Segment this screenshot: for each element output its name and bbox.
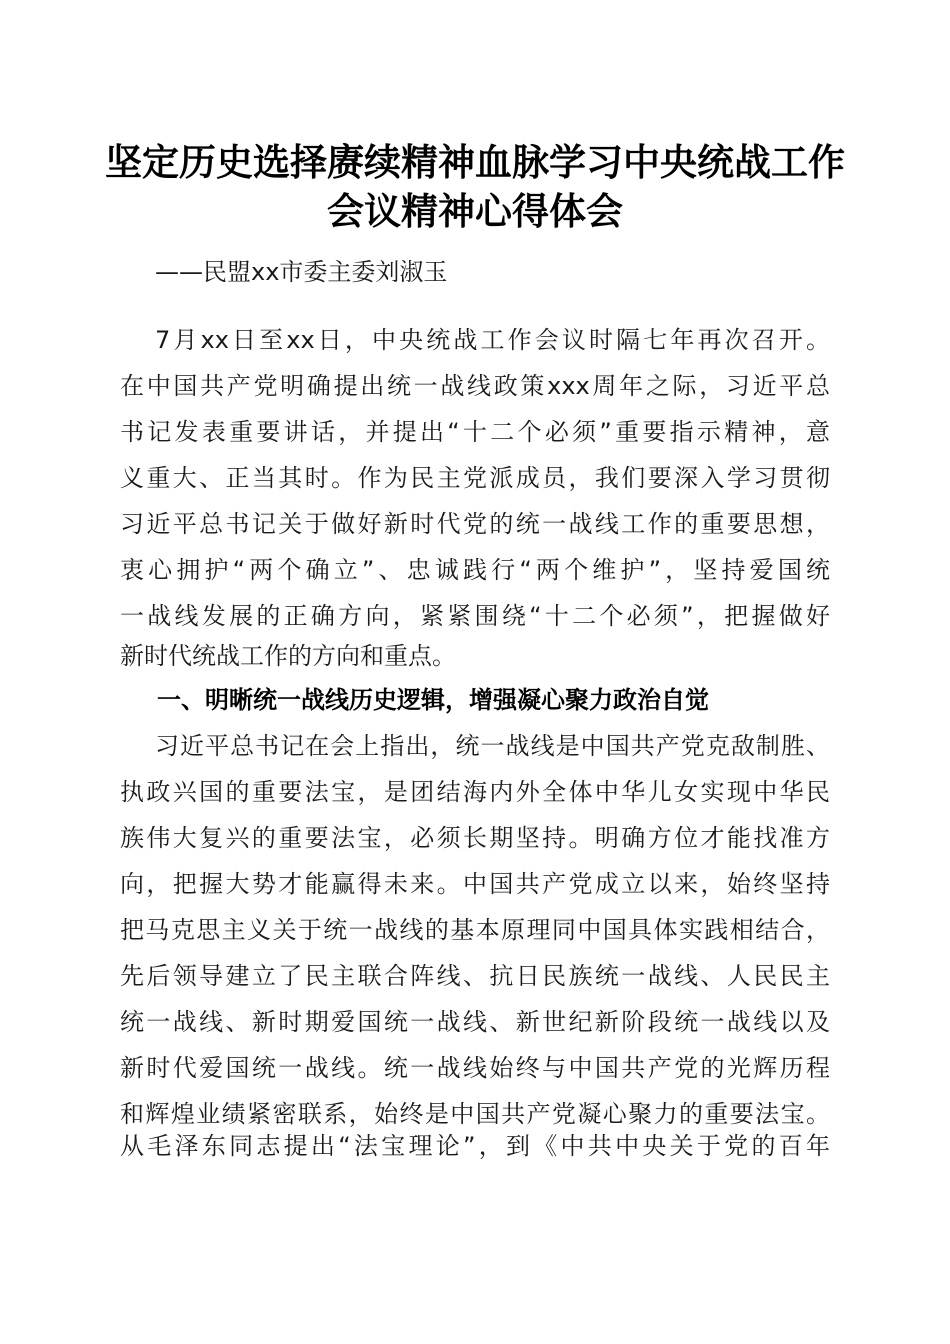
paragraph-1-line-2: 在中国共产党明确提出统一战线政策xxx周年之际，习近平总: [120, 372, 830, 400]
paragraph-2-line-8: 新时代爱国统一战线。统一战线始终与中国共产党的光辉历程: [120, 1054, 830, 1082]
document-title-line-1: 坚定历史选择赓续精神血脉学习中央统战工作: [105, 140, 845, 184]
section-1-heading: 一、明晰统一战线历史逻辑，增强凝心聚力政治自觉: [157, 686, 709, 714]
paragraph-2-line-4: 向，把握大势才能赢得未来。中国共产党成立以来，始终坚持: [120, 870, 830, 898]
paragraph-2-line-9: 和辉煌业绩紧密联系，始终是中国共产党凝心聚力的重要法宝。: [120, 1100, 830, 1128]
paragraph-2-line-6: 先后领导建立了民主联合阵线、抗日民族统一战线、人民民主: [120, 962, 830, 990]
paragraph-2-line-3: 族伟大复兴的重要法宝，必须长期坚持。明确方位才能找准方: [120, 824, 830, 852]
paragraph-1-line-8: 新时代统战工作的方向和重点。: [120, 642, 456, 670]
paragraph-2-line-7: 统一战线、新时期爱国统一战线、新世纪新阶段统一战线以及: [120, 1008, 830, 1036]
paragraph-2-line-5: 把马克思主义关于统一战线的基本原理同中国具体实践相结合，: [120, 916, 830, 944]
paragraph-1-line-6: 衷心拥护“两个确立”、忠诚践行“两个维护”，坚持爱国统: [120, 556, 830, 584]
author-byline: ——民盟xx市委主委刘淑玉: [155, 258, 448, 286]
paragraph-2-line-2: 执政兴国的重要法宝，是团结海内外全体中华儿女实现中华民: [120, 778, 830, 806]
paragraph-2-line-10: 从毛泽东同志提出“法宝理论”，到《中共中央关于党的百年: [120, 1132, 830, 1160]
paragraph-1-line-1: 7月xx日至xx日，中央统战工作会议时隔七年再次召开。: [155, 326, 830, 354]
paragraph-1-line-3: 书记发表重要讲话，并提出“十二个必须”重要指示精神，意: [120, 418, 830, 446]
paragraph-1-line-7: 一战线发展的正确方向，紧紧围绕“十二个必须”，把握做好: [120, 602, 830, 630]
document-title-line-2: 会议精神心得体会: [327, 189, 623, 233]
paragraph-1-line-5: 习近平总书记关于做好新时代党的统一战线工作的重要思想，: [120, 510, 830, 538]
paragraph-1-line-4: 义重大、正当其时。作为民主党派成员，我们要深入学习贯彻: [120, 464, 830, 492]
paragraph-2-line-1: 习近平总书记在会上指出，统一战线是中国共产党克敌制胜、: [155, 732, 830, 760]
